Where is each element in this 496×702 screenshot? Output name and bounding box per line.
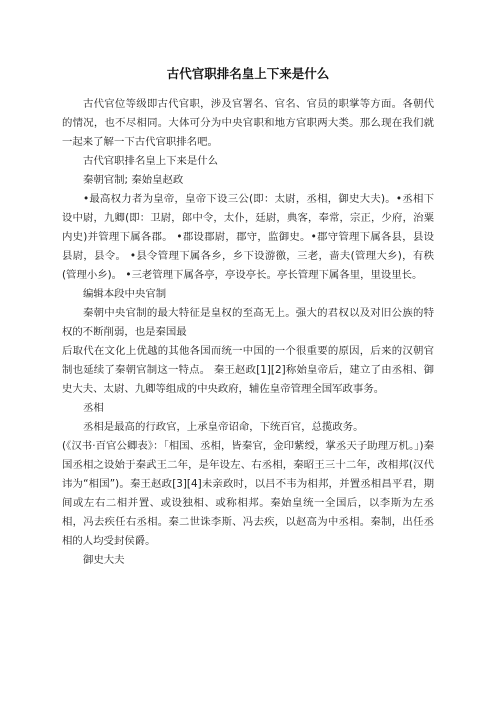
document-body — [62, 95, 434, 570]
section-heading: 御史大夫 — [83, 554, 125, 566]
section-heading: 丞相 — [83, 402, 104, 414]
body-paragraph: 后取代在文化上优越的其他各国而统一中国的一个很重要的原因，后来的汉朝官制也延续了秦朝官制这一特点。 秦王赵政[1][2]称始皇帝后，建立了由丞相、御史大夫、太尉、九卿等组成的中央政府，辅佐皇帝管理全国军政事务。 — [62, 345, 434, 395]
section-heading: 古代官职排名皇上下来是什么 — [83, 155, 219, 167]
body-paragraph: (《汉书·百官公卿表》：「相国、丞相，皆秦官，金印紫绶，掌丞天子助理万机。」)秦国丞相之设始于秦武王二年，是年设左、右丞相，秦昭王三十二年，改相邦(汉代讳为“相国”)。秦王赵政[3][4]未亲政时，以吕不韦为相邦，并置丞相昌平君，期间或左右二相并置、或设独相、或称相邦。秦始皇统一全国后，以李斯为左丞相，冯去疾任右丞相。秦二世诛李斯、冯去疾，以赵高为中丞相。秦制，出任丞相的人均受封侯爵。 — [62, 440, 434, 547]
document-title: 古代官职排名皇上下来是什么 — [166, 66, 330, 81]
section-heading: 编辑本段中央官制 — [83, 288, 167, 300]
intro-paragraph: 古代官位等级即古代官职，涉及官署名、官名、官员的职掌等方面。各朝代的情况，也不尽相同。大体可分为中央官职和地方官职两大类。那么现在我们就一起来了解一下古代官职排名吧。 — [62, 98, 434, 148]
body-paragraph: 丞相是最高的行政官，上承皇帝诏命，下统百官，总揽政务。 — [83, 421, 364, 433]
body-paragraph: 秦朝中央官制的最大特征是皇权的至高无上。强大的君权以及对旧公族的特权的不断削弱，也是秦国最 — [62, 307, 434, 338]
section-heading: 秦朝官制; 秦始皇赵政 — [83, 174, 184, 186]
body-paragraph: •最高权力者为皇帝，皇帝下设三公(即：太尉，丞相，御史大夫)。•丞相下设中尉，九卿(即：卫尉，郎中令，太仆，廷尉，典客，奉常，宗正，少府，治粟内史)并管理下属各郡。 •郡设郡尉，郡守，监御史。•郡守管理下属各县，县设县尉，县令。 •县令管理下属各乡，乡下设游徼，三老，啬夫(管理大乡)，有秩(管理小乡)。 •三老管理下属各亭，亭设亭长。亭长管理下属各里，里设里长。 — [62, 193, 434, 281]
